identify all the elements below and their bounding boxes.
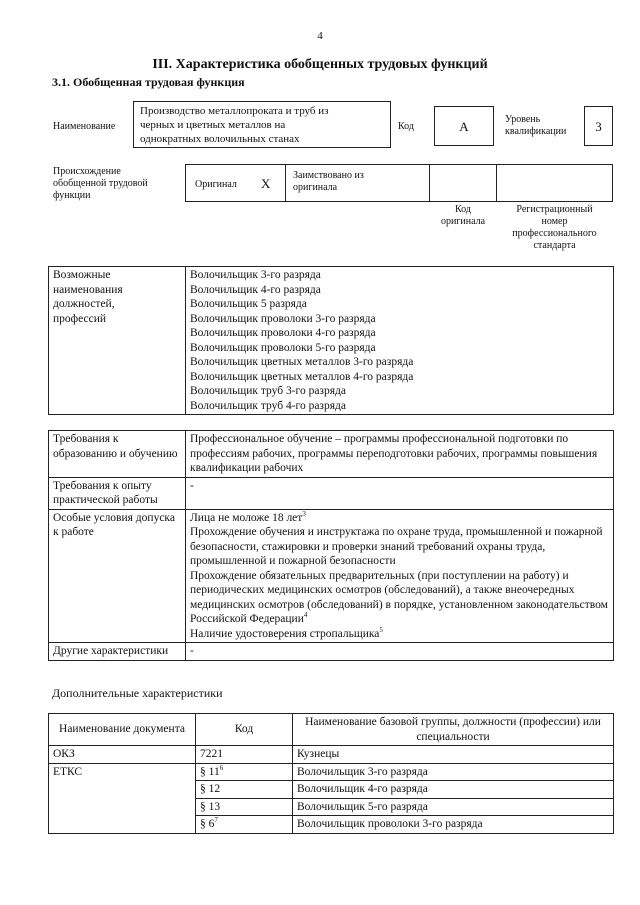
code-box [434,106,494,146]
experience-label: Требования к опыту практической работы [49,477,186,509]
conditions-label: Особые условия допуска к работе [49,509,186,643]
gtf-name-line: Производство металлопроката и труб из [140,105,329,117]
experience-value: - [186,477,614,509]
positions-label-line: наименования [53,283,123,296]
row-doc: ЕТКС [49,763,196,833]
position-item: Волочильщик 3-го разряда [190,269,321,281]
position-item: Волочильщик цветных металлов 4-го разряда [190,370,414,383]
origin-label-line: функции [53,190,91,201]
additional-table [48,713,614,834]
footnote-ref: 5 [379,625,383,634]
row-name: Волочильщик 4-го разряда [293,781,614,799]
reg-number-caption [496,204,613,252]
original-code-caption [429,204,497,228]
table-row [49,746,614,764]
gtf-name-box [133,101,391,148]
positions-list [186,267,614,415]
row-code: 7221 [196,746,293,764]
original-mark: Х [261,176,271,191]
subsection-title: 3.1. Обобщенная трудовая функция [52,75,245,89]
row-code: § 12 [196,781,293,799]
row-code: § $11^6$ [196,763,293,781]
row-code: § $6^7$ [196,816,293,834]
positions-label-line: должностей, [53,298,115,310]
condition-item: Лица не моложе 18 лет$^3$ [190,509,306,524]
requirements-table [48,430,614,661]
row-name: Волочильщик проволоки 3-го разряда [293,816,614,834]
position-item: Волочильщик проволоки 4-го разряда [190,327,376,339]
section-title: III. Характеристика обобщенных трудовых функций [152,57,488,72]
conditions-value [186,509,614,643]
borrowed-label-line: оригинала [293,182,338,193]
gtf-name-line: черных и цветных металлов на [140,119,286,131]
education-label: Требования к образованию и обучению [49,431,186,478]
level-label [505,114,566,138]
condition-item: Прохождение обучения и инструктажа по охране труда, промышленной и пожарной безопасности, стажировки и проверки знаний требований охраны труда, промышленной и пожарной безопасности [190,526,603,567]
position-item: Волочильщик труб 4-го разряда [190,399,346,412]
positions-label-line: профессий [53,312,107,325]
position-item: Волочильщик 5 разряда [190,298,307,310]
position-item: Волочильщик проволоки 3-го разряда [190,312,376,325]
positions-label-line: Возможные [53,269,111,281]
origin-label-line: Происхождение [53,166,121,177]
page-number: 4 [317,30,323,42]
level-label-line: квалификации [505,126,567,137]
code-label: Код [398,121,414,132]
borrowed-cell [285,164,430,202]
row-code: § 13 [196,798,293,816]
positions-table [48,266,614,415]
header-code: Код [196,714,293,746]
row-name: Волочильщик 5-го разряда [293,798,614,816]
table-row [49,431,614,478]
code-value: А [459,119,469,134]
borrowed-label-line: Заимствовано из [293,170,364,181]
origin-label-line: обобщенной трудовой [53,178,148,189]
condition-item: Наличие удостоверения стропальщика$^5$ [190,625,383,640]
header-name: Наименование базовой группы, должности (профессии) или специальности [293,714,614,746]
table-row [49,643,614,661]
level-label-line: Уровень [505,114,541,125]
original-code-cell [429,164,497,202]
row-doc: ОКЗ [49,746,196,764]
name-label: Наименование [53,121,116,132]
position-item: Волочильщик труб 3-го разряда [190,385,346,397]
table-row [49,509,614,643]
header-doc: Наименование документа [49,714,196,746]
caption-line: стандарта [533,240,576,251]
position-item: Волочильщик проволоки 5-го разряда [190,341,376,354]
position-item: Волочильщик 4-го разряда [190,283,321,296]
footnote-ref: 4 [303,611,308,620]
original-label: Оригинал [195,179,237,190]
origin-label [53,166,148,202]
gtf-name-line: однократных волочильных станах [140,133,300,145]
other-value: - [186,643,614,661]
caption-line: профессионального [512,228,597,239]
level-value: 3 [595,119,602,134]
original-cell [185,164,286,202]
row-name: Волочильщик 3-го разряда [293,763,614,781]
additional-title: Дополнительные характеристики [52,686,223,700]
table-header-row [49,714,614,746]
caption-line: Регистрационный [516,204,593,215]
caption-line: номер [541,216,568,227]
condition-item: Прохождение обязательных предварительных (при поступлении на работу) и периодических медицинских осмотров (обследований), а также внеочередных медицинских осмотров (обследований) в порядке, установленном законодательством Российской Федерации$^4$ [190,569,608,625]
caption-line: Код [455,204,471,215]
other-label: Другие характеристики [49,643,186,661]
footnote-ref: 3 [302,509,306,518]
position-item: Волочильщик цветных металлов 3-го разряда [190,356,414,368]
table-row [49,763,614,781]
table-row [49,477,614,509]
level-box [584,106,613,146]
row-name: Кузнецы [293,746,614,764]
caption-line: оригинала [440,216,486,227]
education-value: Профессиональное обучение – программы профессиональной подготовки по профессиям рабочих, программы переподготовки рабочих, программы повышения квалификации рабочих [186,431,614,478]
positions-label [49,267,186,415]
reg-number-cell [496,164,613,202]
